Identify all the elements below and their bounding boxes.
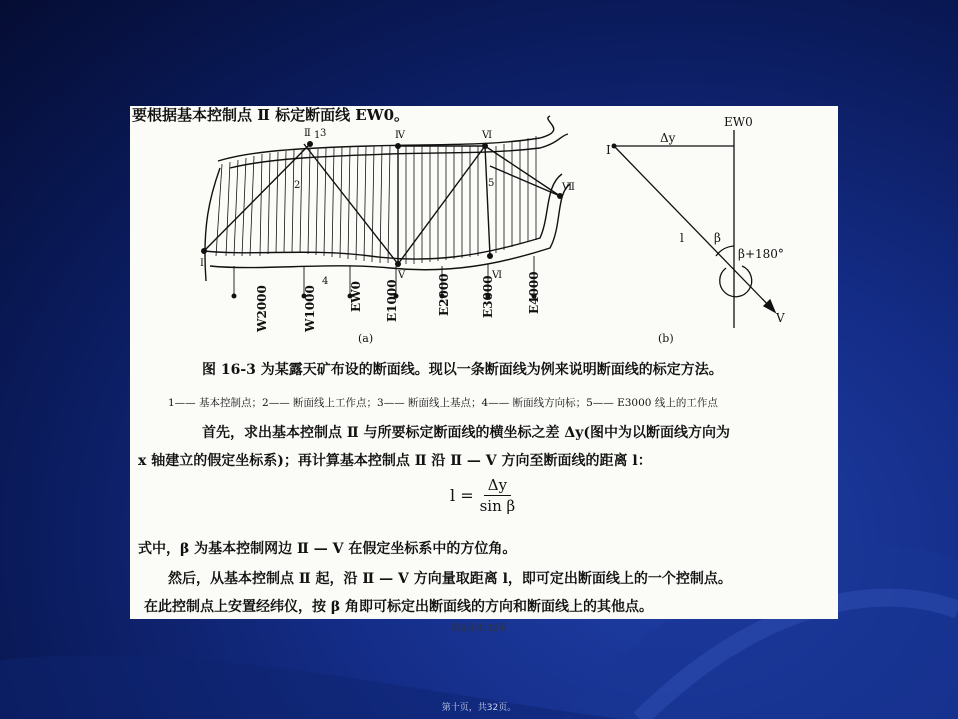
point-label: Ⅱ xyxy=(304,128,311,139)
point-label: 1 xyxy=(314,130,321,141)
paragraph-2: x 轴建立的假定坐标系)；再计算基本控制点 Ⅱ 沿 Ⅱ — Ⅴ 方向至断面线的距离 l： xyxy=(138,453,652,469)
page-heading: 要根据基本控制点 Ⅱ 标定断面线 EW0。 xyxy=(132,106,410,124)
point-i-label: Ⅰ xyxy=(606,143,611,157)
point-label: 2 xyxy=(294,180,301,191)
point-label: 3 xyxy=(320,128,327,139)
formula-numerator: Δy xyxy=(484,476,511,496)
page-footer: 第十页，共32页。 xyxy=(441,703,517,713)
marker-label: E3000 xyxy=(481,275,495,318)
pit-lower-boundary-2 xyxy=(210,184,570,270)
paragraph-1: 首先，求出基本控制点 Ⅱ 与所要标定断面线的横坐标之差 Δy(图中为以断面线方向为 xyxy=(202,425,731,441)
point-label: Ⅰ xyxy=(200,258,204,269)
pit-lower-boundary xyxy=(204,174,562,259)
formula-lhs: l = xyxy=(450,486,474,505)
point-label: 4 xyxy=(322,276,329,287)
marker-label: E1000 xyxy=(385,279,399,322)
figure-a-caption: (a) xyxy=(358,332,374,345)
point-v-label: Ⅴ xyxy=(776,311,785,325)
marker-label: E2000 xyxy=(437,273,451,316)
formula-fraction xyxy=(480,476,516,515)
page-number-overlay: 第8页/共32页 xyxy=(450,624,508,634)
marker-label: E4000 xyxy=(527,271,541,314)
point-label: Ⅳ xyxy=(395,130,405,141)
point-label: Ⅶ xyxy=(562,182,575,193)
formula-denominator: sin β xyxy=(479,497,516,515)
beta-180-label: β+180° xyxy=(738,247,784,261)
scanned-textbook-page xyxy=(130,106,838,619)
point-label: 5 xyxy=(488,178,495,189)
figure-b-caption: (b) xyxy=(658,332,674,345)
paragraph-5: 在此控制点上安置经纬仪，按 β 角即可标定出断面线的方向和断面线上的其他点。 xyxy=(144,599,654,615)
paragraph-4: 然后，从基本控制点 Ⅱ 起，沿 Ⅱ — Ⅴ 方向量取距离 l，即可定出断面线上的一个控制点。 xyxy=(168,571,732,587)
point-label: Ⅴ xyxy=(398,270,406,281)
figure-caption: 图 16-3 为某露天矿布设的断面线。现以一条断面线为例来说明断面线的标定方法。 xyxy=(202,362,723,378)
marker-label: W2000 xyxy=(255,285,269,332)
paragraph-3: 式中，β 为基本控制网边 Ⅱ — Ⅴ 在假定坐标系中的方位角。 xyxy=(138,541,517,557)
marker-label: EW0 xyxy=(349,281,363,312)
distance-formula xyxy=(450,476,515,515)
beta-label: β xyxy=(714,231,721,245)
ew0-label: EW0 xyxy=(724,115,753,129)
delta-y-label: Δy xyxy=(660,131,676,145)
point-label: Ⅵ xyxy=(492,270,503,281)
marker-label: W1000 xyxy=(303,285,317,332)
figure-legend: 1—— 基本控制点；2—— 断面线上工作点；3—— 断面线上基点；4—— 断面线方向标；5—— E3000 线上的工作点 xyxy=(168,397,718,409)
point-label: Ⅵ xyxy=(482,130,493,141)
l-label: l xyxy=(680,231,684,245)
figure-diagrams xyxy=(130,106,838,356)
